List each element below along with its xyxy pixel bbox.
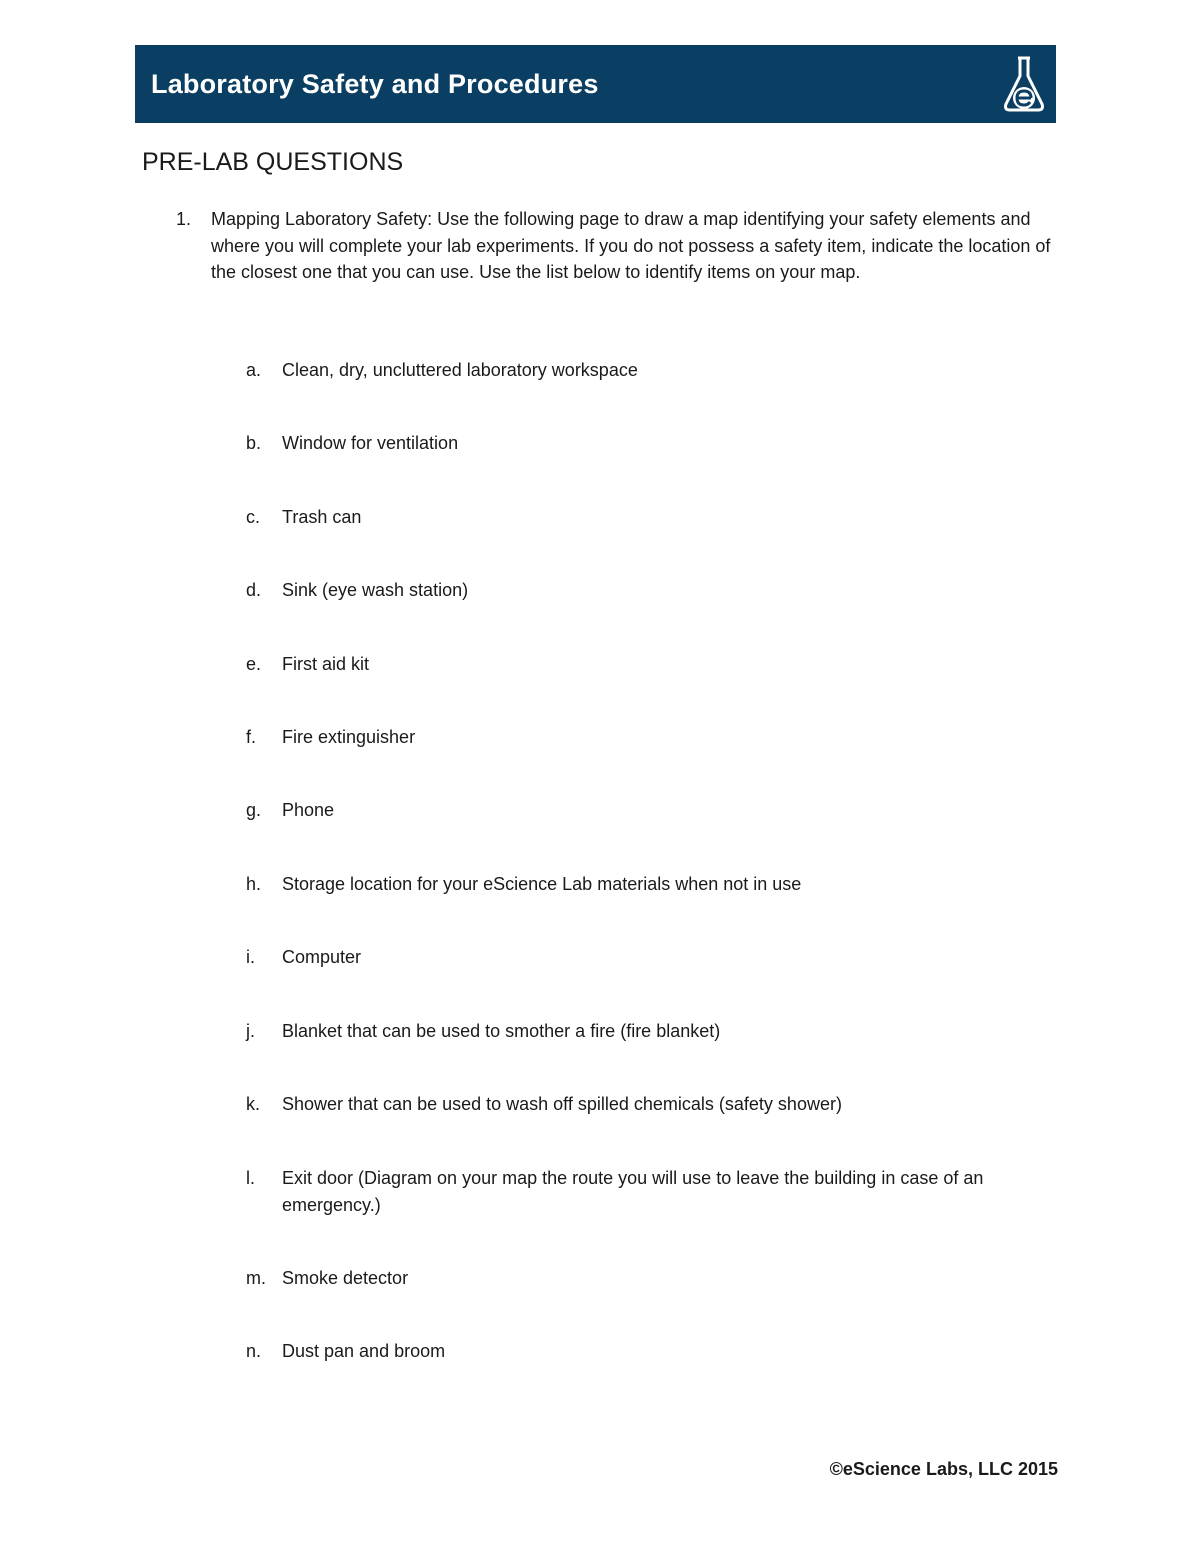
list-item-text: Trash can: [282, 507, 362, 527]
list-item-text: Smoke detector: [282, 1268, 409, 1288]
list-item-letter: k.: [246, 1094, 261, 1114]
list-item: [246, 1165, 1056, 1218]
list-item-text: Clean, dry, uncluttered laboratory workspace: [282, 360, 638, 380]
list-item-letter: g.: [246, 800, 262, 820]
list-item-text: Sink (eye wash station): [282, 580, 469, 600]
list-item: [246, 1338, 1056, 1365]
copyright-footer: ©eScience Labs, LLC 2015: [829, 1459, 1058, 1479]
list-item: [246, 430, 1056, 457]
list-item-text: Exit door (Diagram on your map the route you will use to leave the building in case of an emergency.): [282, 1168, 984, 1215]
list-item: [246, 504, 1056, 531]
list-item-letter: a.: [246, 360, 262, 380]
list-item-letter: j.: [246, 1021, 255, 1041]
list-item-letter: c.: [246, 507, 261, 527]
list-item-letter: d.: [246, 580, 262, 600]
list-item-text: Computer: [282, 947, 362, 967]
list-item-text: Shower that can be used to wash off spilled chemicals (safety shower): [282, 1094, 842, 1114]
list-item-letter: l.: [246, 1168, 255, 1188]
header-banner: [135, 45, 1056, 123]
list-item: [246, 944, 1056, 971]
list-item-text: Phone: [282, 800, 335, 820]
list-item: [246, 797, 1056, 824]
list-item-letter: n.: [246, 1341, 262, 1361]
list-item: [246, 357, 1056, 384]
list-item-text: Storage location for your eScience Lab materials when not in use: [282, 874, 802, 894]
list-item: [246, 651, 1056, 678]
list-item: [246, 577, 1056, 604]
list-item: [246, 1265, 1056, 1292]
flask-e-logo-icon: [1000, 54, 1048, 114]
list-item-text: Window for ventilation: [282, 433, 459, 453]
section-title: PRE-LAB QUESTIONS: [142, 148, 404, 176]
list-item: [246, 871, 1056, 898]
list-item: [246, 1091, 1056, 1118]
page-title: Laboratory Safety and Procedures: [151, 69, 599, 99]
list-item-text: Dust pan and broom: [282, 1341, 446, 1361]
list-item-letter: b.: [246, 433, 262, 453]
list-item-letter: f.: [246, 727, 257, 747]
list-item: [246, 1018, 1056, 1045]
question-text: Mapping Laboratory Safety: Use the following page to draw a map identifying your safety elements and where you will complete your lab experiments. If you do not possess a safety item, indicate the location of the closest one that you can use. Use the list below to identify items on your map.: [211, 209, 1051, 283]
list-item: [246, 724, 1056, 751]
list-item-letter: m.: [246, 1268, 266, 1288]
list-item-letter: h.: [246, 874, 262, 894]
list-item-text: Fire extinguisher: [282, 727, 416, 747]
list-item-text: First aid kit: [282, 654, 370, 674]
list-item-text: Blanket that can be used to smother a fire (fire blanket): [282, 1021, 721, 1041]
list-item-letter: i.: [246, 947, 255, 967]
list-item-letter: e.: [246, 654, 262, 674]
question-number: 1.: [176, 209, 192, 229]
